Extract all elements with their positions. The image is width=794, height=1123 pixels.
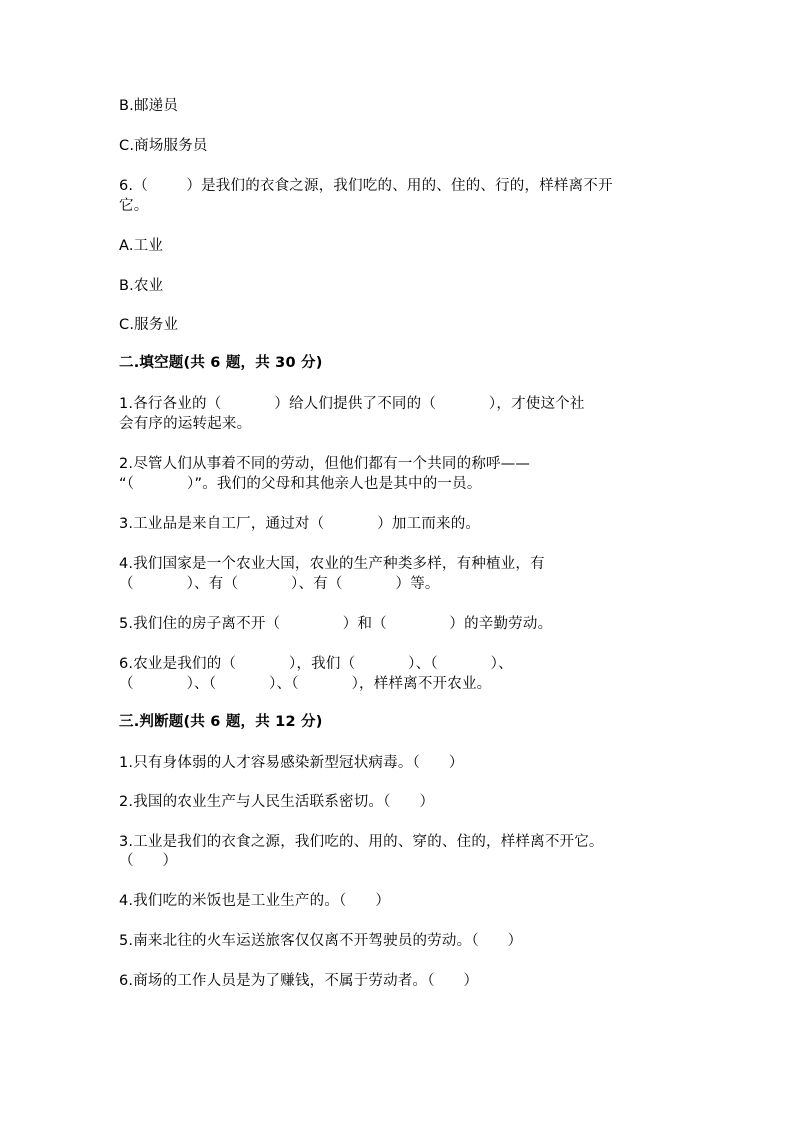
- judge-section-heading: 三.判断题(共 6 题，共 12 分): [119, 714, 323, 730]
- q6-option-c: C.服务业: [119, 317, 179, 333]
- fill-q6-line1: 6.农业是我们的（ ），我们（ ）、（ ）、: [119, 656, 513, 672]
- q6-option-b: B.农业: [119, 278, 164, 294]
- q6-question-line1: 6.（ ）是我们的衣食之源，我们吃的、用的、住的、行的，样样离不开: [119, 178, 613, 194]
- fill-q2-line1: 2.尽管人们从事着不同的劳动，但他们都有一个共同的称呼——: [119, 456, 531, 472]
- fill-q3-line1: 3.工业品是来自工厂，通过对（ ）加工而来的。: [119, 516, 481, 532]
- judge-q1: 1.只有身体弱的人才容易感染新型冠状病毒。（ ）: [119, 755, 464, 771]
- fill-q5-line1: 5.我们住的房子离不开（ ）和（ ）的辛勤劳动。: [119, 616, 553, 632]
- judge-q5: 5.南来北往的火车运送旅客仅仅离不开驾驶员的劳动。（ ）: [119, 933, 523, 949]
- q6-question-line2: 它。: [119, 198, 149, 214]
- fill-q6-line2: （ ）、（ ）、（ ），样样离不开农业。: [119, 676, 492, 692]
- q6-option-a: A.工业: [119, 238, 164, 254]
- judge-q3-line1: 3.工业是我们的衣食之源，我们吃的、用的、穿的、住的，样样离不开它。: [119, 834, 604, 850]
- q5-option-c: C.商场服务员: [119, 138, 208, 154]
- fill-q1-line1: 1.各行各业的（ ）给人们提供了不同的（ ），才使这个社: [119, 396, 585, 412]
- judge-q2: 2.我国的农业生产与人民生活联系密切。（ ）: [119, 794, 435, 810]
- fill-q4-line2: （ ）、有（ ）、有（ ）等。: [119, 576, 440, 592]
- q5-option-b: B.邮递员: [119, 98, 179, 114]
- judge-q3-line2: （ ）: [119, 853, 178, 869]
- fill-q1-line2: 会有序的运转起来。: [119, 416, 252, 432]
- fill-q2-line2: “（ ）”。我们的父母和其他亲人也是其中的一员。: [119, 476, 482, 492]
- fill-q4-line1: 4.我们国家是一个农业大国，农业的生产种类多样，有种植业，有: [119, 556, 545, 572]
- judge-q4: 4.我们吃的米饭也是工业生产的。（ ）: [119, 893, 391, 909]
- fill-section-heading: 二.填空题(共 6 题，共 30 分): [119, 355, 323, 371]
- judge-q6: 6.商场的工作人员是为了赚钱，不属于劳动者。（ ）: [119, 973, 479, 989]
